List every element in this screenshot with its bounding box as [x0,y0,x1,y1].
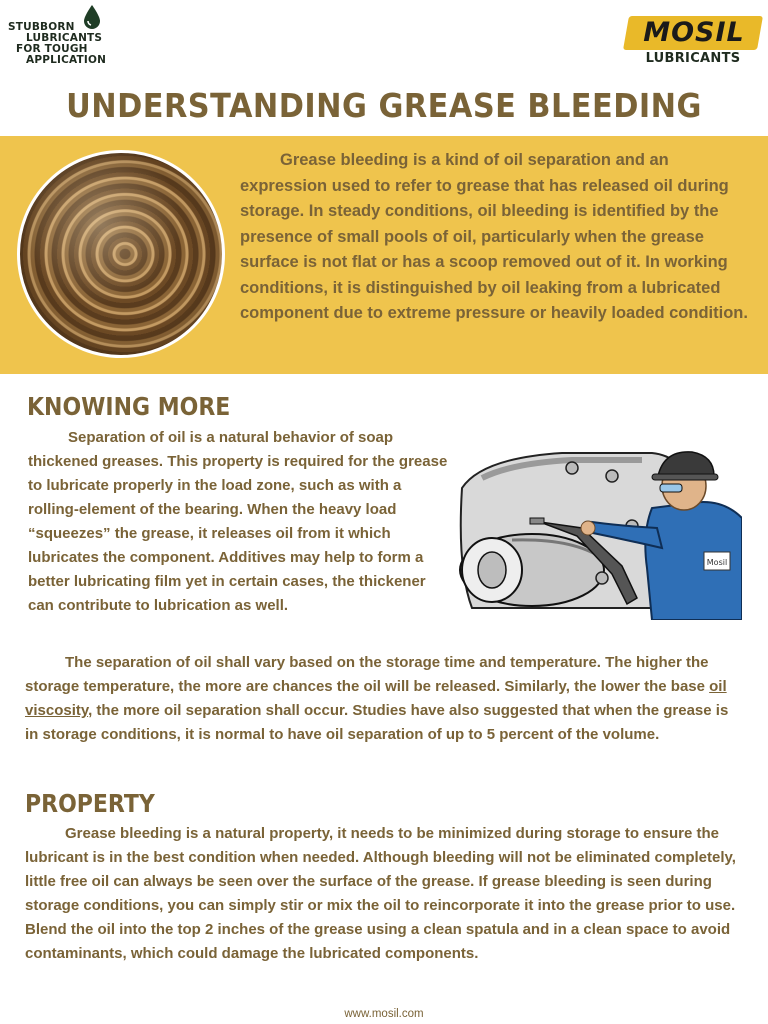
mechanic-greasing-illustration [452,448,742,620]
footer-url[interactable] [0,1008,768,1020]
section-heading-knowing-more: KNOWING MORE [27,392,231,421]
knowing-more-paragraph: Separation of oil is a natural behavior of soap thickened greases. This property is required for the grease to lubricate properly in the load zone, such as with a rolling-element of the bearing. When the heavy load “squeezes” the grease, it releases oil from it which lubricates the component. Additives may help to form a better lubricating film yet in certain cases, the thickener can contribute to lubrication as well. [28,429,448,614]
separation-text-part2: , the more oil separation shall occur. Studies have also suggested that when the grease is in storage conditions, it is normal to have oil separation of up to 5 percent of the volume. [25,702,729,743]
tagline-line: LUBRICANTS [26,32,103,44]
separation-paragraph [25,651,743,747]
page-title: UNDERSTANDING GREASE BLEEDING [66,86,702,125]
property-paragraph: Grease bleeding is a natural property, it needs to be minimized during storage to ensure the lubricant is in the best condition when needed. Although bleeding will not be eliminated completely, little free oil can always be seen over the surface of the grease. If grease bleeding is seen during storage conditions, you can simply stir or mix the oil to reincorporate it into the grease prior to use. Blend the oil into the top 2 inches of the grease using a clean spatula and in a clean space to avoid contaminants, which could damage the lubricated components. [25,825,736,962]
footer-link[interactable]: www.mosil.com [344,1008,424,1020]
section-heading-property: PROPERTY [25,789,155,818]
badge-text: Mosil [706,558,728,567]
tagline-line: STUBBORN [8,21,75,33]
logo-word: MOSIL [643,17,745,48]
oil-viscosity-link[interactable]: oil viscosity [25,678,727,719]
intro-paragraph: Grease bleeding is a kind of oil separation and an expression used to refer to grease that has released oil during storage. In steady conditions, oil bleeding is identified by the presence of small pools of oil, particularly when the grease surface is not flat or has a scoop removed out of it. In working conditions, it is distinguished by oil leaking from a lubricated component due to extreme pressure or heavily loaded condition. [240,151,748,322]
brand-tagline [8,22,120,66]
oil-drop-icon [82,4,102,30]
mosil-logo[interactable] [626,16,760,68]
separation-text-part1: The separation of oil shall vary based on the storage time and temperature. The higher the storage temperature, the more are chances the oil will be released. Similarly, the lower the base [25,654,710,695]
tagline-line: APPLICATION [26,54,107,66]
tagline-line: FOR TOUGH [16,43,88,55]
logo-subtitle: LUBRICANTS [645,51,741,66]
grease-photo [17,150,225,358]
